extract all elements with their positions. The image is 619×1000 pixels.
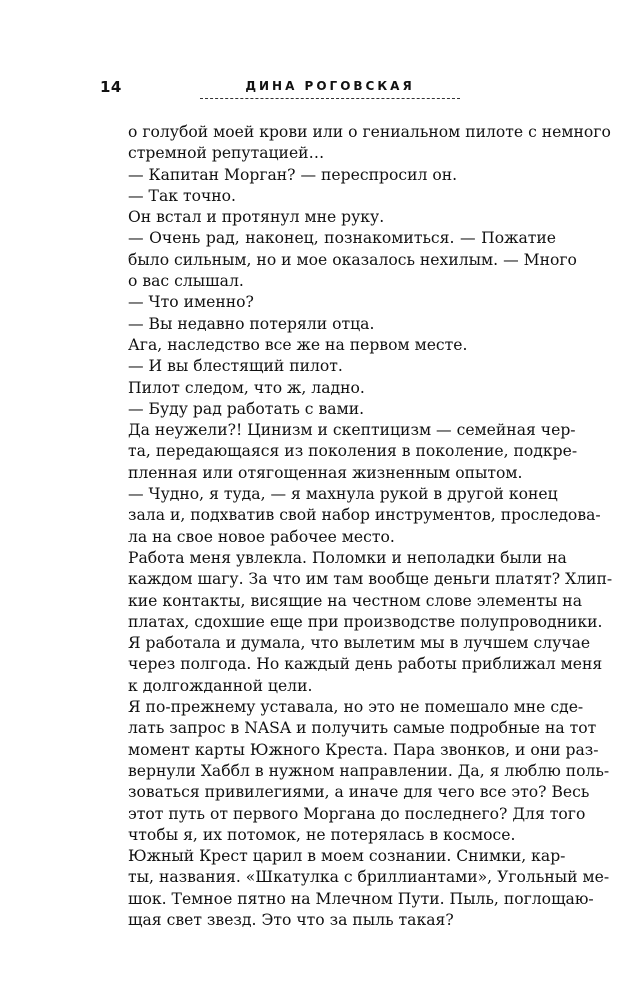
text-line: лать запрос в NASA и получить самые подробные на тот xyxy=(128,719,597,738)
text-line: — Чудно, я туда, — я махнула рукой в другой конец xyxy=(128,485,558,504)
text-line: вернули Хаббл в нужном направлении. Да, я люблю поль- xyxy=(128,761,610,780)
text-line: каждом шагу. За что им там вообще деньги платят? Хлип- xyxy=(128,570,613,589)
text-line: чтобы я, их потомок, не потерялась в космосе. xyxy=(128,825,516,844)
running-title: ДИНА РОГОВСКАЯ xyxy=(245,79,415,93)
text-line: ты, названия. «Шкатулка с бриллиантами», Угольный ме- xyxy=(128,868,610,887)
text-line: платах, сдохшие еще при производстве полупроводники. xyxy=(128,612,603,631)
text-line: та, передающаяся из поколения в поколение, подкре- xyxy=(128,442,578,461)
text-line: — Капитан Морган? — переспросил он. xyxy=(128,165,458,184)
text-line: было сильным, но и мое оказалось нехилым. — Много xyxy=(128,250,577,269)
text-line: пленная или отягощенная жизненным опытом. xyxy=(128,463,523,482)
body-text xyxy=(128,122,613,931)
text-line: — Вы недавно потеряли отца. xyxy=(128,314,375,333)
text-line: шок. Темное пятно на Млечном Пути. Пыль, поглощаю- xyxy=(128,889,594,908)
page-number: 14 xyxy=(100,78,122,96)
text-line: — Буду рад работать с вами. xyxy=(128,399,365,418)
text-line: кие контакты, висящие на честном слове элементы на xyxy=(128,591,583,610)
text-line: — Очень рад, наконец, познакомиться. — Пожатие xyxy=(128,229,556,248)
page-header xyxy=(0,78,619,102)
text-line: — И вы блестящий пилот. xyxy=(128,357,343,376)
text-line: ла на свое новое рабочее место. xyxy=(128,527,395,546)
text-line: Да неужели?! Цинизм и скептицизм — семейная чер- xyxy=(128,421,576,440)
text-line: стремной репутацией… xyxy=(128,144,325,163)
header-dashed-rule xyxy=(200,98,460,99)
text-line: зала и, подхватив свой набор инструментов, проследова- xyxy=(128,506,601,525)
text-line: — Что именно? xyxy=(128,293,254,312)
text-line: Пилот следом, что ж, ладно. xyxy=(128,378,365,397)
text-line: щая свет звезд. Это что за пыль такая? xyxy=(128,910,454,929)
text-line: — Так точно. xyxy=(128,186,237,205)
text-line: к долгожданной цели. xyxy=(128,676,313,695)
text-line: Южный Крест царил в моем сознании. Снимки, кар- xyxy=(128,847,566,866)
text-line: Работа меня увлекла. Поломки и неполадки были на xyxy=(128,548,567,567)
text-line: Ага, наследство все же на первом месте. xyxy=(128,335,468,354)
text-line: о голубой моей крови или о гениальном пилоте с немного xyxy=(128,123,611,141)
text-line: этот путь от первого Моргана до последнего? Для того xyxy=(128,804,586,823)
text-line: Я работала и думала, что вылетим мы в лучшем случае xyxy=(128,634,591,653)
text-line: Я по-прежнему уставала, но это не помешало мне сде- xyxy=(128,698,584,717)
text-line: момент карты Южного Креста. Пара звонков, и они раз- xyxy=(128,740,599,759)
text-line: через полгода. Но каждый день работы приближал меня xyxy=(128,655,603,674)
text-line: Он встал и протянул мне руку. xyxy=(128,208,385,227)
text-line: зоваться привилегиями, а иначе для чего все это? Весь xyxy=(128,783,590,802)
text-line: о вас слышал. xyxy=(128,272,244,291)
